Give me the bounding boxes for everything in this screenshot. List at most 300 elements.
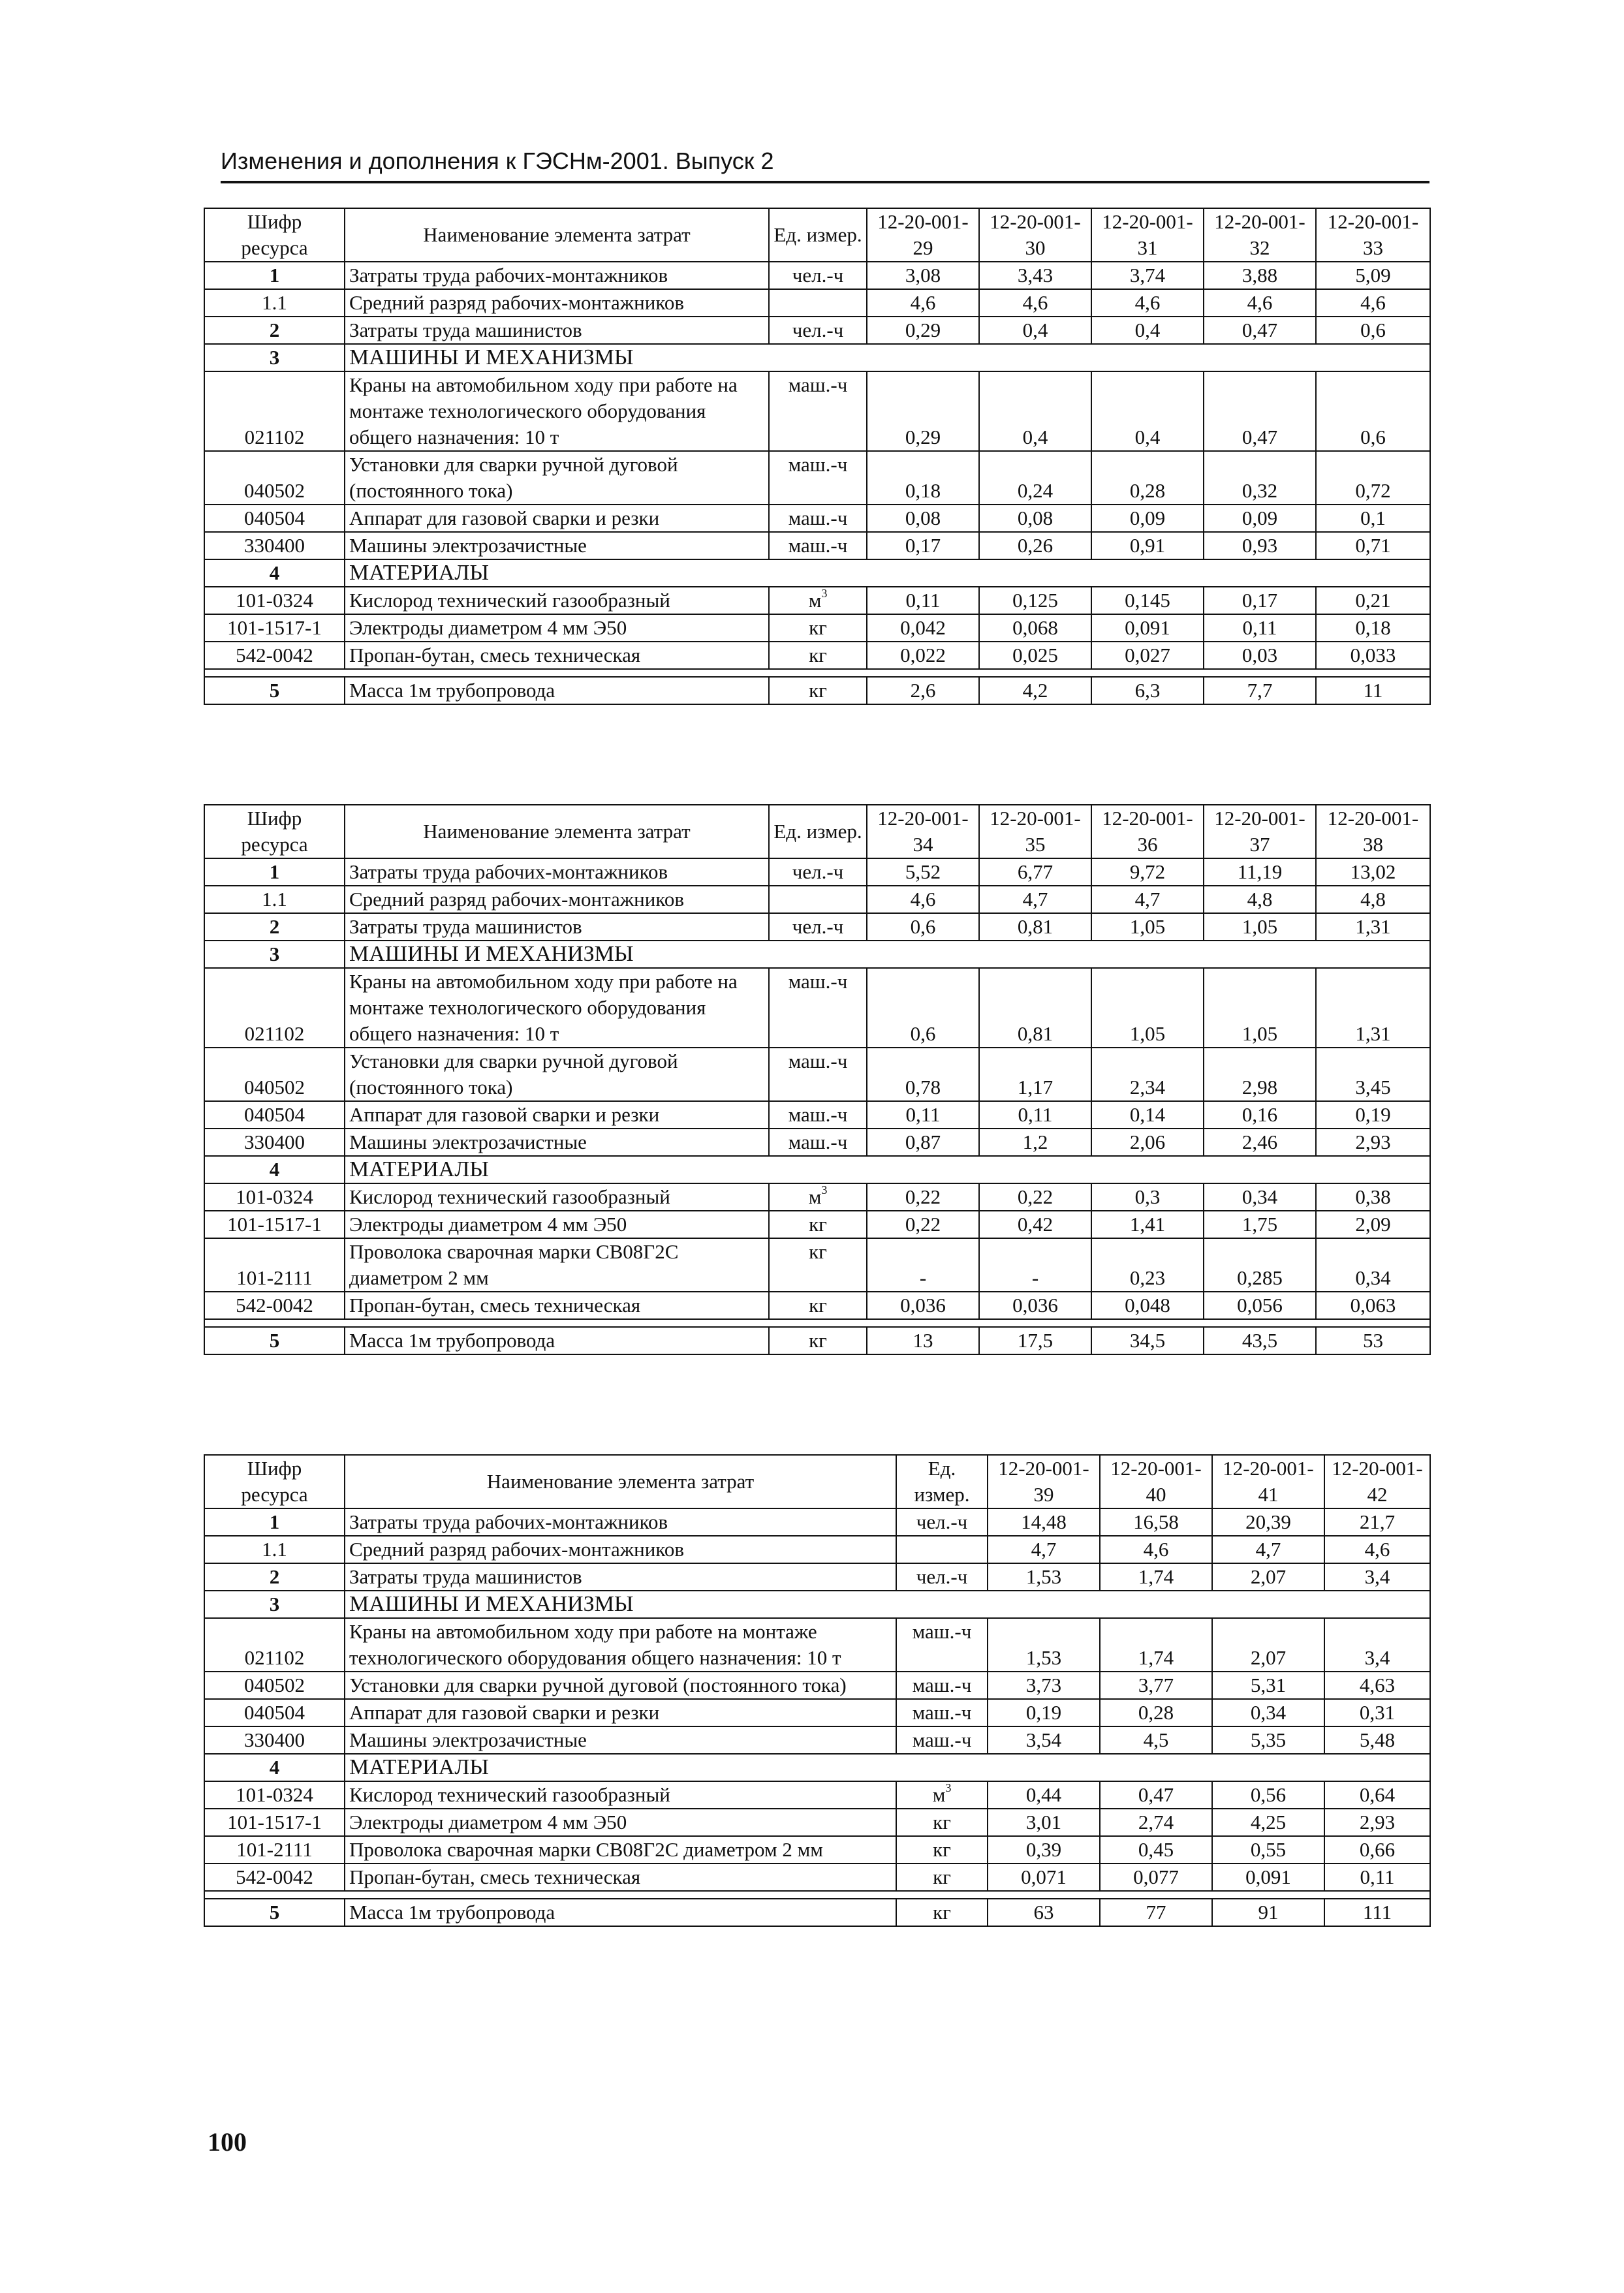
value-cell: 2,34 — [1091, 1048, 1204, 1101]
value-cell: 4,2 — [979, 677, 1091, 704]
value-cell: 0,08 — [979, 505, 1091, 532]
unit-text: маш.-ч — [788, 1131, 848, 1153]
value-cell: 1,53 — [988, 1563, 1100, 1591]
cost-element-name: Затраты труда машинистов — [345, 913, 769, 941]
cost-element-name: Затраты труда машинистов — [345, 317, 769, 344]
value-cell: 0,47 — [1100, 1781, 1212, 1809]
resource-code: 4 — [204, 1754, 345, 1781]
unit-cell — [769, 289, 867, 317]
cost-element-name: Аппарат для газовой сварки и резки — [345, 1699, 896, 1726]
value-cell: 0,068 — [979, 614, 1091, 642]
value-cell: 0,22 — [979, 1183, 1091, 1211]
cost-element-name: Масса 1м трубопровода — [345, 677, 769, 704]
value-cell: 0,042 — [867, 614, 979, 642]
unit-text: маш.-ч — [788, 373, 848, 396]
value-cell: 0,34 — [1204, 1183, 1316, 1211]
unit-text: маш.-ч — [912, 1728, 972, 1751]
value-cell: 0,66 — [1324, 1836, 1430, 1864]
resource-code: 101-0324 — [204, 587, 345, 614]
table-row — [204, 587, 1430, 614]
value-cell: 9,72 — [1091, 858, 1204, 886]
cost-element-name: Затраты труда машинистов — [345, 1563, 896, 1591]
unit-cell — [769, 913, 867, 941]
value-cell: 0,17 — [1204, 587, 1316, 614]
resource-code: 330400 — [204, 532, 345, 559]
unit-text: кг — [809, 679, 827, 702]
cost-element-name: Аппарат для газовой сварки и резки — [345, 1101, 769, 1129]
header-norm-code: 12-20-001-41 — [1212, 1455, 1324, 1508]
value-cell: 0,071 — [988, 1864, 1100, 1891]
unit-cell — [769, 677, 867, 704]
table-row — [204, 1836, 1430, 1864]
value-cell: 0,285 — [1204, 1238, 1316, 1292]
header-code: Шифр ресурса — [204, 208, 345, 262]
table-row — [204, 1726, 1430, 1754]
cost-element-name: Проволока сварочная марки СВ08Г2С диаметром 2 мм — [345, 1836, 896, 1864]
unit-cell — [769, 1327, 867, 1354]
table-row — [204, 317, 1430, 344]
value-cell: 0,56 — [1212, 1781, 1324, 1809]
value-cell: 4,7 — [1212, 1536, 1324, 1563]
table-row — [204, 1183, 1430, 1211]
unit-text: чел.-ч — [916, 1510, 968, 1533]
value-cell: 0,027 — [1091, 642, 1204, 669]
header-code: Шифр ресурса — [204, 1455, 345, 1508]
value-cell: 3,88 — [1204, 262, 1316, 289]
value-cell: 1,2 — [979, 1129, 1091, 1156]
resource-code: 1.1 — [204, 886, 345, 913]
value-cell: 1,05 — [1091, 968, 1204, 1048]
value-cell: 5,52 — [867, 858, 979, 886]
value-cell: 0,28 — [1100, 1699, 1212, 1726]
value-cell: 0,6 — [867, 913, 979, 941]
unit-cell — [769, 317, 867, 344]
resource-code: 5 — [204, 677, 345, 704]
cost-element-name: Электроды диаметром 4 мм Э50 — [345, 1211, 769, 1238]
unit-cell — [769, 1101, 867, 1129]
table-row — [204, 371, 1430, 451]
resource-code: 3 — [204, 344, 345, 371]
value-cell: 0,29 — [867, 371, 979, 451]
value-cell: 0,17 — [867, 532, 979, 559]
table-row — [204, 1238, 1430, 1292]
resource-code: 542-0042 — [204, 1292, 345, 1319]
table-row — [204, 968, 1430, 1048]
value-cell: 2,07 — [1212, 1563, 1324, 1591]
table-row — [204, 262, 1430, 289]
table-row — [204, 1048, 1430, 1101]
resource-code: 4 — [204, 1156, 345, 1183]
cost-element-name: Установки для сварки ручной дуговой (постоянного тока) — [345, 451, 769, 505]
value-cell: 4,6 — [1091, 289, 1204, 317]
value-cell: 4,7 — [988, 1536, 1100, 1563]
value-cell: 0,28 — [1091, 451, 1204, 505]
value-cell: 0,42 — [979, 1211, 1091, 1238]
value-cell: 0,077 — [1100, 1864, 1212, 1891]
header-norm-code: 12-20-001-38 — [1316, 805, 1430, 858]
unit-cell — [769, 1183, 867, 1211]
value-cell: 4,6 — [1204, 289, 1316, 317]
value-cell: 0,38 — [1316, 1183, 1430, 1211]
value-cell: 11,19 — [1204, 858, 1316, 886]
resource-code: 2 — [204, 1563, 345, 1591]
table-row — [204, 1327, 1430, 1354]
header-norm-code: 12-20-001-33 — [1316, 208, 1430, 262]
unit-text: маш.-ч — [788, 1103, 848, 1126]
value-cell: 1,05 — [1204, 913, 1316, 941]
value-cell: 6,77 — [979, 858, 1091, 886]
value-cell: 4,63 — [1324, 1672, 1430, 1699]
resource-code: 2 — [204, 317, 345, 344]
value-cell: 3,43 — [979, 262, 1091, 289]
running-header: Изменения и дополнения к ГЭСНм-2001. Выпуск 2 — [221, 147, 1429, 183]
cost-element-name: Кислород технический газообразный — [345, 1781, 896, 1809]
resource-code: 101-1517-1 — [204, 1211, 345, 1238]
value-cell: 0,6 — [867, 968, 979, 1048]
header-name: Наименование элемента затрат — [345, 208, 769, 262]
value-cell: 43,5 — [1204, 1327, 1316, 1354]
value-cell: 0,24 — [979, 451, 1091, 505]
value-cell: 0,45 — [1100, 1836, 1212, 1864]
unit-cell — [896, 1899, 988, 1926]
value-cell: 2,93 — [1316, 1129, 1430, 1156]
header-norm-code: 12-20-001-37 — [1204, 805, 1316, 858]
value-cell: 1,74 — [1100, 1563, 1212, 1591]
unit-text: чел.-ч — [792, 319, 844, 341]
unit-cell — [769, 451, 867, 505]
resource-code: 101-2111 — [204, 1238, 345, 1292]
cost-element-name: Масса 1м трубопровода — [345, 1327, 769, 1354]
cost-element-name: Кислород технический газообразный — [345, 1183, 769, 1211]
unit-cell — [769, 532, 867, 559]
cost-element-name: Электроды диаметром 4 мм Э50 — [345, 614, 769, 642]
value-cell: 0,47 — [1204, 317, 1316, 344]
table-row — [204, 1699, 1430, 1726]
unit-cell — [769, 505, 867, 532]
unit-text: м — [808, 1185, 822, 1208]
value-cell: 0,87 — [867, 1129, 979, 1156]
cost-element-name: Пропан-бутан, смесь техническая — [345, 1292, 769, 1319]
value-cell: 0,091 — [1091, 614, 1204, 642]
table-row — [204, 913, 1430, 941]
value-cell: 2,6 — [867, 677, 979, 704]
header-norm-code: 12-20-001-35 — [979, 805, 1091, 858]
spacer-row — [204, 1891, 1430, 1899]
table-row — [204, 1536, 1430, 1563]
resource-code: 330400 — [204, 1726, 345, 1754]
section-title: МАШИНЫ И МЕХАНИЗМЫ — [345, 941, 1430, 968]
header-norm-code: 12-20-001-30 — [979, 208, 1091, 262]
value-cell: 3,54 — [988, 1726, 1100, 1754]
value-cell: 0,34 — [1316, 1238, 1430, 1292]
unit-cell — [769, 642, 867, 669]
header-row — [204, 208, 1430, 262]
table-row — [204, 1591, 1430, 1618]
resource-code: 101-1517-1 — [204, 1809, 345, 1836]
value-cell: 4,25 — [1212, 1809, 1324, 1836]
cost-element-name: Краны на автомобильном ходу при работе на монтаже технологического оборудования общего назначения: 10 т — [345, 371, 769, 451]
resource-code: 040504 — [204, 505, 345, 532]
value-cell: 0,71 — [1316, 532, 1430, 559]
cost-element-name: Установки для сварки ручной дуговой (постоянного тока) — [345, 1672, 896, 1699]
value-cell: 63 — [988, 1899, 1100, 1926]
value-cell: 0,93 — [1204, 532, 1316, 559]
unit-text: маш.-ч — [788, 453, 848, 476]
section-title: МАШИНЫ И МЕХАНИЗМЫ — [345, 344, 1430, 371]
page-number: 100 — [208, 2127, 247, 2157]
value-cell: 4,8 — [1204, 886, 1316, 913]
table-row — [204, 886, 1430, 913]
unit-text: кг — [809, 1329, 827, 1352]
value-cell: 0,4 — [1091, 371, 1204, 451]
value-cell: 0,91 — [1091, 532, 1204, 559]
value-cell: 0,025 — [979, 642, 1091, 669]
value-cell: 2,09 — [1316, 1211, 1430, 1238]
unit-text: кг — [809, 1240, 827, 1263]
value-cell: 0,3 — [1091, 1183, 1204, 1211]
value-cell: 1,17 — [979, 1048, 1091, 1101]
unit-cell — [769, 968, 867, 1048]
header-norm-code: 12-20-001-31 — [1091, 208, 1204, 262]
resource-table-2 — [204, 804, 1431, 1355]
value-cell: 4,6 — [867, 289, 979, 317]
value-cell: 1,31 — [1316, 913, 1430, 941]
value-cell: 0,1 — [1316, 505, 1430, 532]
value-cell: 0,14 — [1091, 1101, 1204, 1129]
unit-text: кг — [809, 1213, 827, 1236]
value-cell: 1,31 — [1316, 968, 1430, 1048]
resource-code: 542-0042 — [204, 642, 345, 669]
value-cell: 3,45 — [1316, 1048, 1430, 1101]
unit-cell — [896, 1836, 988, 1864]
spacer-row — [204, 669, 1430, 677]
value-cell: 0,4 — [979, 317, 1091, 344]
resource-code: 1.1 — [204, 1536, 345, 1563]
value-cell: 1,53 — [988, 1618, 1100, 1672]
resource-code: 542-0042 — [204, 1864, 345, 1891]
cost-element-name: Затраты труда рабочих-монтажников — [345, 262, 769, 289]
unit-cell — [769, 1292, 867, 1319]
value-cell: 0,55 — [1212, 1836, 1324, 1864]
resource-code: 021102 — [204, 1618, 345, 1672]
cost-element-name: Аппарат для газовой сварки и резки — [345, 505, 769, 532]
table-row — [204, 1754, 1430, 1781]
value-cell: 7,7 — [1204, 677, 1316, 704]
value-cell: 13 — [867, 1327, 979, 1354]
value-cell: 0,022 — [867, 642, 979, 669]
header-norm-code: 12-20-001-40 — [1100, 1455, 1212, 1508]
resource-code: 040502 — [204, 1672, 345, 1699]
unit-text: кг — [933, 1838, 951, 1861]
value-cell: 0,6 — [1316, 317, 1430, 344]
unit-text: маш.-ч — [788, 1050, 848, 1072]
value-cell: 111 — [1324, 1899, 1430, 1926]
cost-element-name: Средний разряд рабочих-монтажников — [345, 1536, 896, 1563]
value-cell: 4,7 — [979, 886, 1091, 913]
unit-text: маш.-ч — [788, 507, 848, 529]
value-cell: 1,05 — [1091, 913, 1204, 941]
section-title: МАТЕРИАЛЫ — [345, 1156, 1430, 1183]
resource-code: 1.1 — [204, 289, 345, 317]
unit-text: чел.-ч — [792, 264, 844, 287]
spacer-row — [204, 1319, 1430, 1327]
cost-element-name: Пропан-бутан, смесь техническая — [345, 1864, 896, 1891]
value-cell: 0,29 — [867, 317, 979, 344]
value-cell: 3,01 — [988, 1809, 1100, 1836]
unit-cell — [769, 886, 867, 913]
unit-cell — [769, 614, 867, 642]
unit-text: кг — [933, 1811, 951, 1833]
value-cell: 0,08 — [867, 505, 979, 532]
header-norm-code: 12-20-001-39 — [988, 1455, 1100, 1508]
unit-text: маш.-ч — [912, 1620, 972, 1643]
unit-cell — [896, 1781, 988, 1809]
table-row — [204, 289, 1430, 317]
unit-cell — [769, 587, 867, 614]
unit-cell — [896, 1536, 988, 1563]
unit-text: чел.-ч — [792, 915, 844, 938]
section-title: МАТЕРИАЛЫ — [345, 559, 1430, 587]
table-row — [204, 1156, 1430, 1183]
value-cell: 0,091 — [1212, 1864, 1324, 1891]
header-norm-code: 12-20-001-29 — [867, 208, 979, 262]
value-cell: 0,09 — [1091, 505, 1204, 532]
value-cell: 4,6 — [867, 886, 979, 913]
table-row — [204, 1508, 1430, 1536]
value-cell: 0,11 — [867, 587, 979, 614]
unit-text: чел.-ч — [792, 860, 844, 883]
value-cell: 0,063 — [1316, 1292, 1430, 1319]
unit-cell — [769, 1048, 867, 1101]
value-cell: 53 — [1316, 1327, 1430, 1354]
unit-text: маш.-ч — [912, 1674, 972, 1696]
unit-text: маш.-ч — [912, 1701, 972, 1724]
header-norm-code: 12-20-001-32 — [1204, 208, 1316, 262]
value-cell: 4,6 — [1324, 1536, 1430, 1563]
resource-code: 330400 — [204, 1129, 345, 1156]
value-cell: 11 — [1316, 677, 1430, 704]
unit-text: маш.-ч — [788, 534, 848, 557]
resource-code: 5 — [204, 1899, 345, 1926]
value-cell: 3,4 — [1324, 1563, 1430, 1591]
resource-code: 040502 — [204, 1048, 345, 1101]
section-title: МАТЕРИАЛЫ — [345, 1754, 1430, 1781]
value-cell: 5,48 — [1324, 1726, 1430, 1754]
resource-code: 021102 — [204, 371, 345, 451]
value-cell: 0,44 — [988, 1781, 1100, 1809]
value-cell: 0,18 — [867, 451, 979, 505]
unit-cell — [896, 1508, 988, 1536]
header-name: Наименование элемента затрат — [345, 805, 769, 858]
table-row — [204, 1672, 1430, 1699]
value-cell: 1,41 — [1091, 1211, 1204, 1238]
value-cell: 4,6 — [979, 289, 1091, 317]
unit-text: чел.-ч — [916, 1565, 968, 1588]
cost-element-name: Машины электрозачистные — [345, 1129, 769, 1156]
unit-cell — [896, 1618, 988, 1672]
unit-cell — [896, 1726, 988, 1754]
unit-cell — [769, 858, 867, 886]
value-cell: 0,036 — [979, 1292, 1091, 1319]
unit-text: м — [932, 1783, 946, 1806]
cost-element-name: Установки для сварки ручной дуговой (постоянного тока) — [345, 1048, 769, 1101]
cost-element-name: Средний разряд рабочих-монтажников — [345, 886, 769, 913]
unit-cell — [769, 262, 867, 289]
value-cell: 0,11 — [1324, 1864, 1430, 1891]
cost-element-name: Кислород технический газообразный — [345, 587, 769, 614]
value-cell: 0,21 — [1316, 587, 1430, 614]
value-cell: 4,7 — [1091, 886, 1204, 913]
header-norm-code: 12-20-001-34 — [867, 805, 979, 858]
table-row — [204, 451, 1430, 505]
table-row — [204, 1781, 1430, 1809]
value-cell: 6,3 — [1091, 677, 1204, 704]
value-cell: 0,145 — [1091, 587, 1204, 614]
value-cell: 2,46 — [1204, 1129, 1316, 1156]
table-row — [204, 1864, 1430, 1891]
value-cell: 2,93 — [1324, 1809, 1430, 1836]
unit-text: кг — [933, 1901, 951, 1924]
value-cell: 4,5 — [1100, 1726, 1212, 1754]
header-name: Наименование элемента затрат — [345, 1455, 896, 1508]
value-cell: 0,23 — [1091, 1238, 1204, 1292]
value-cell: 14,48 — [988, 1508, 1100, 1536]
unit-cell — [769, 1238, 867, 1292]
value-cell: 0,048 — [1091, 1292, 1204, 1319]
table-row — [204, 858, 1430, 886]
value-cell: 0,09 — [1204, 505, 1316, 532]
value-cell: 0,11 — [867, 1101, 979, 1129]
table-row — [204, 1899, 1430, 1926]
cost-element-name: Масса 1м трубопровода — [345, 1899, 896, 1926]
value-cell: 4,6 — [1316, 289, 1430, 317]
cost-element-name: Краны на автомобильном ходу при работе на монтаже технологического оборудования общего назначения: 10 т — [345, 968, 769, 1048]
value-cell: 0,19 — [988, 1699, 1100, 1726]
resource-table-3 — [204, 1454, 1431, 1927]
unit-text: кг — [933, 1865, 951, 1888]
value-cell: 0,056 — [1204, 1292, 1316, 1319]
cost-element-name: Машины электрозачистные — [345, 1726, 896, 1754]
unit-cell — [769, 1211, 867, 1238]
cost-element-name: Затраты труда рабочих-монтажников — [345, 858, 769, 886]
table-row — [204, 1292, 1430, 1319]
value-cell: 0,11 — [979, 1101, 1091, 1129]
value-cell: 1,05 — [1204, 968, 1316, 1048]
value-cell: 0,03 — [1204, 642, 1316, 669]
value-cell: 3,77 — [1100, 1672, 1212, 1699]
value-cell: - — [867, 1238, 979, 1292]
unit-superscript: 3 — [945, 1781, 952, 1794]
unit-cell — [896, 1672, 988, 1699]
section-title: МАШИНЫ И МЕХАНИЗМЫ — [345, 1591, 1430, 1618]
value-cell: 3,08 — [867, 262, 979, 289]
cost-element-name: Затраты труда рабочих-монтажников — [345, 1508, 896, 1536]
unit-cell — [896, 1864, 988, 1891]
value-cell: 0,31 — [1324, 1699, 1430, 1726]
cost-element-name: Проволока сварочная марки СВ08Г2С диаметром 2 мм — [345, 1238, 769, 1292]
value-cell: 0,72 — [1316, 451, 1430, 505]
value-cell: 16,58 — [1100, 1508, 1212, 1536]
resource-code: 101-2111 — [204, 1836, 345, 1864]
value-cell: 0,81 — [979, 968, 1091, 1048]
value-cell: 3,74 — [1091, 262, 1204, 289]
cost-element-name: Краны на автомобильном ходу при работе на монтаже технологического оборудования общего назначения: 10 т — [345, 1618, 896, 1672]
value-cell: 0,22 — [867, 1211, 979, 1238]
resource-code: 2 — [204, 913, 345, 941]
cost-element-name: Средний разряд рабочих-монтажников — [345, 289, 769, 317]
table-row — [204, 941, 1430, 968]
header-unit: Ед. измер. — [769, 208, 867, 262]
